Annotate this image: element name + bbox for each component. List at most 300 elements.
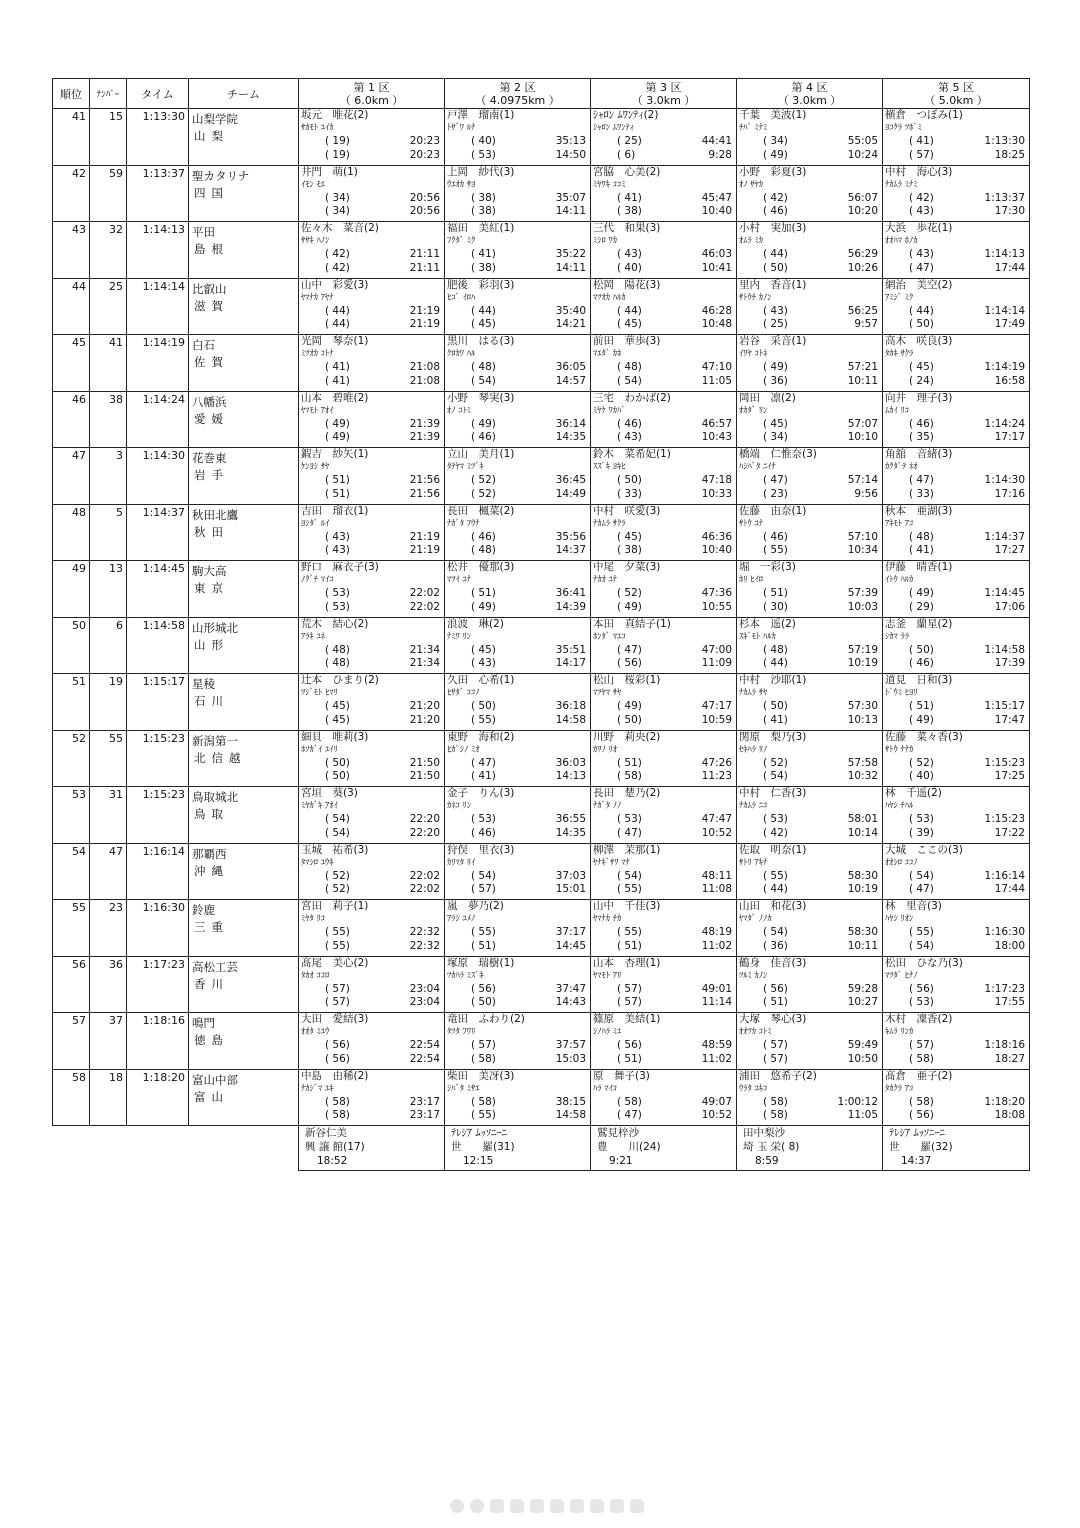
cumulative-rank: ( 51) [763,587,788,599]
best-team: 埼 玉 栄( 8) [743,1141,800,1153]
cumulative-line [447,418,590,432]
section-rank: ( 58) [617,770,642,782]
cumulative-time: 1:13:30 [984,135,1025,147]
runner-name: 上岡 紗代(3) [447,165,515,178]
cumulative-rank: ( 51) [325,474,350,486]
cumulative-time: 1:17:23 [984,982,1025,995]
runner-kana: ﾀﾂﾀ ﾌﾜﾘ [447,1027,476,1037]
header-row [53,79,1030,109]
runner-cell [883,504,1030,561]
section-rank: ( 40) [909,770,934,782]
time-cell: 1:17:23 [127,956,189,1013]
section-line [447,1053,590,1067]
runner-name: 松岡 陽花(3) [593,278,661,291]
runner-kana: ｻﾄｳ ﾅﾅｶ [885,744,914,755]
cumulative-line [593,361,736,375]
runner-kana: ﾊﾔｼ ﾘｵﾝ [885,914,914,924]
cumulative-rank: ( 49) [763,361,788,373]
runner-name: 光岡 琴奈(1) [301,335,369,347]
rank-cell: 53 [53,787,90,844]
cumulative-time: 22:54 [409,1039,440,1051]
runner-cell [445,900,591,957]
section-line [447,431,590,445]
section-time: 21:08 [409,374,440,387]
best-team: 世 羅(31) [451,1141,515,1153]
runner-name: 松田 ひな乃(3) [885,956,963,969]
section-line [593,1109,736,1123]
runner-kana: ﾏﾂｵｶ ﾊﾙｶ [593,292,626,303]
team-prefecture: 香川 [194,976,229,991]
runner-cell [737,165,883,222]
cumulative-rank: ( 48) [763,643,788,656]
cumulative-time: 56:07 [847,191,878,204]
cumulative-time: 37:03 [555,869,586,882]
cumulative-time: 49:07 [701,1095,732,1108]
runner-cell [737,1013,883,1070]
runner-kana: ｼｶﾏ ﾗﾗ [885,631,909,642]
cumulative-time: 47:36 [701,587,732,599]
runner-kana: ﾅｶﾑﾗ ﾆｺ [739,801,768,811]
runner-cell [299,278,445,335]
cumulative-rank: ( 48) [617,361,642,373]
section-line [447,827,590,841]
section-line [593,544,736,558]
team-cell [189,561,299,618]
cumulative-line [301,192,444,206]
runner-name: 髙倉 亜子(2) [885,1069,953,1082]
cumulative-rank: ( 58) [909,1095,934,1108]
section-line [885,827,1029,841]
cumulative-rank: ( 53) [471,813,496,825]
section-line [447,488,590,502]
runner-kana: ﾅｶﾞﾀ ﾌｳﾅ [447,518,480,529]
section-time: 14:50 [555,148,586,161]
time-cell: 1:14:30 [127,448,189,505]
section-time: 18:08 [994,1109,1025,1121]
section-time: 10:33 [701,487,732,500]
time-cell: 1:15:17 [127,674,189,731]
rank-cell: 54 [53,843,90,900]
team-name: 平田 [192,225,215,239]
section-time: 11:02 [701,1052,732,1065]
cumulative-line [301,474,444,488]
section-header [883,79,1030,109]
team-prefecture: 岩手 [194,468,229,482]
runner-cell [445,843,591,900]
cumulative-rank: ( 56) [763,982,788,995]
runner-kana: ﾉｸﾞﾁ ﾏｲｺ [301,575,334,585]
cumulative-line [447,305,590,319]
runner-kana: ﾅﾐﾜ ﾘﾝ [447,631,471,642]
section-rank: ( 45) [325,713,350,726]
runner-name: 林 千遥(2) [885,787,942,799]
section-line [301,940,444,954]
section-time: 17:39 [994,657,1025,669]
section-line [447,714,590,728]
team-name: 星稜 [192,677,215,691]
time-cell: 1:13:30 [127,109,189,166]
cumulative-rank: ( 25) [617,135,642,147]
section-time: 11:09 [701,657,732,669]
section-line [739,996,882,1010]
section-rank: ( 56) [909,1109,934,1121]
section-time: 21:20 [409,713,440,726]
cumulative-rank: ( 19) [325,135,350,147]
section-line [447,205,590,219]
cumulative-time: 23:17 [409,1095,440,1108]
table-row [53,1013,1030,1070]
cumulative-rank: ( 38) [471,191,496,204]
runner-kana: ﾏﾂﾀﾞ ﾋﾅﾉ [885,970,918,981]
section-line [739,205,882,219]
runner-name: 大塚 琴心(3) [739,1013,807,1025]
team-prefecture: 徳島 [194,1033,229,1047]
section-time: 11:02 [701,939,732,952]
runner-cell [883,1013,1030,1070]
section-time: 17:44 [994,883,1025,895]
runner-name: 向井 理子(3) [885,391,953,404]
cumulative-line [739,870,882,884]
section-time: 14:39 [555,600,586,613]
team-cell [189,1013,299,1070]
runner-kana: ｵﾉ ｺﾄﾐ [447,405,471,416]
cumulative-time: 1:00:12 [837,1095,878,1108]
section-rank: ( 51) [617,939,642,952]
cumulative-time: 36:41 [555,587,586,599]
runner-kana: ｱﾗｼ ﾕﾒﾉ [447,914,476,924]
runner-cell [883,222,1030,279]
runner-name: 戸澤 瑠南(1) [447,109,515,121]
section-line [739,1109,882,1123]
cumulative-line [301,813,444,827]
cumulative-time: 36:03 [555,756,586,769]
section-line [301,827,444,841]
runner-name: 山本 碧唯(2) [301,391,369,404]
runner-kana: ﾀﾏｼﾛ ﾕｳｷ [301,857,334,868]
runner-kana: ﾌｸﾀﾞ ﾐｸ [447,236,476,246]
cumulative-rank: ( 52) [471,474,496,486]
runner-cell [737,448,883,505]
best-runner: ﾃﾚｼｱ ﾑｯｿﾆｰﾆ [451,1127,507,1139]
best-team: 興 譲 館(17) [305,1141,365,1153]
section-rank: ( 54) [617,374,642,387]
cumulative-time: 35:13 [555,135,586,147]
team-prefecture: 三重 [194,920,229,934]
cumulative-rank: ( 44) [325,304,350,317]
runner-kana: ﾄｻﾞﾜ ﾙﾅ [447,123,476,133]
runner-kana: ﾏﾂｲ ﾕﾅ [447,575,471,585]
cumulative-rank: ( 43) [325,530,350,543]
section-rank: ( 46) [909,657,934,669]
bib-cell: 3 [90,448,127,505]
section-time: 10:41 [701,261,732,274]
section-line [593,996,736,1010]
section-time: 17:16 [994,487,1025,500]
runner-name: 橋端 仁惟奈(3) [739,448,817,460]
team-prefecture: 富山 [194,1089,229,1104]
cumulative-rank: ( 41) [325,361,350,373]
cumulative-line [593,1039,736,1053]
runner-name: 髙尾 美心(2) [301,956,369,969]
best-team: 世 羅(32) [889,1141,953,1153]
cumulative-time: 21:08 [409,361,440,373]
cumulative-time: 1:14:24 [984,417,1025,430]
runner-kana: ｻﾄｳ ﾕﾅ [739,518,763,529]
cumulative-rank: ( 55) [763,869,788,882]
runner-cell [445,674,591,731]
section-line [593,601,736,615]
runner-name: 道見 日和(3) [885,674,953,686]
section-header [445,79,591,109]
bib-cell: 18 [90,1069,127,1126]
section-line [593,883,736,897]
section-line [447,375,590,389]
section-distance: （ 5.0km ） [924,93,988,107]
section-rank: ( 55) [763,544,788,556]
section-line [593,940,736,954]
runner-cell [445,787,591,844]
runner-kana: ﾁﾊﾞ ﾐﾅﾐ [739,123,768,133]
cumulative-rank: ( 50) [617,474,642,486]
section-header [737,79,883,109]
table-row [53,956,1030,1013]
cumulative-rank: ( 58) [325,1095,350,1108]
section-line [739,375,882,389]
runner-kana: ｲﾓﾝ ﾓｴ [301,179,325,190]
cumulative-rank: ( 50) [471,700,496,712]
section-line [739,1053,882,1067]
cumulative-rank: ( 45) [471,643,496,656]
runner-cell [591,674,737,731]
cumulative-rank: ( 50) [325,756,350,769]
runner-kana: ｶﾘﾏﾀ ﾘｲ [447,857,476,868]
time-cell: 1:16:30 [127,900,189,957]
runner-kana: ｶｸﾀﾞﾃ ﾈｵ [885,462,918,472]
section-time: 17:25 [994,770,1025,782]
runner-cell [883,278,1030,335]
runner-name: 中村 仁香(3) [739,787,807,799]
runner-name: 佐々木 菜音(2) [301,222,379,234]
section-line [885,657,1029,671]
section-line [593,318,736,332]
runner-kana: ﾊﾔｼ ﾁﾊﾙ [885,801,914,811]
best-runner: 鷲見梓沙 [597,1127,639,1139]
rank-cell: 47 [53,448,90,505]
team-cell [189,222,299,279]
runner-name: 中村 咲愛(3) [593,504,661,517]
runner-cell [445,109,591,166]
runner-name: 川野 莉央(2) [593,730,661,743]
team-cell [189,504,299,561]
section-time: 10:19 [847,883,878,895]
section-best-row [53,1126,1030,1171]
cumulative-time: 48:11 [701,869,732,882]
runner-cell [591,617,737,674]
section-rank: ( 25) [763,318,788,330]
section-time: 11:08 [701,883,732,895]
section-time: 14:57 [555,374,586,387]
runner-name: 横倉 つぼみ(1) [885,109,963,121]
cumulative-time: 57:19 [847,643,878,656]
best-time: 14:37 [901,1155,932,1167]
runner-name: 千葉 美波(1) [739,109,807,121]
section-time: 17:27 [994,544,1025,556]
runner-cell [591,843,737,900]
table-row [53,561,1030,618]
cumulative-line [593,305,736,319]
runner-kana: ﾄﾞｳﾐ ﾋﾖﾘ [885,688,918,698]
runner-cell [591,448,737,505]
cumulative-rank: ( 46) [763,530,788,543]
cumulative-time: 1:15:23 [984,756,1025,769]
section-line [447,149,590,163]
cumulative-time: 47:18 [701,474,732,486]
runner-kana: ｱﾐｼﾞ ﾐｸ [885,292,914,303]
section-time: 17:55 [994,996,1025,1008]
section-time: 10:40 [701,544,732,556]
section-time: 9:56 [854,487,878,500]
section-time: 21:19 [409,318,440,330]
runner-kana: ｶﾈｺ ﾘﾝ [447,801,471,811]
cumulative-time: 49:01 [701,982,732,995]
cumulative-time: 1:14:13 [984,248,1025,260]
section-rank: ( 44) [325,318,350,330]
section-line [301,375,444,389]
section-time: 15:03 [555,1052,586,1065]
section-rank: ( 33) [909,487,934,500]
cumulative-time: 35:56 [555,530,586,543]
runner-name: 高木 咲良(3) [885,335,953,347]
cumulative-time: 1:15:23 [984,813,1025,825]
cumulative-line [593,135,736,149]
cumulative-line [739,474,882,488]
cumulative-time: 58:01 [847,813,878,825]
team-cell [189,730,299,787]
cumulative-line [593,531,736,545]
rank-cell: 42 [53,165,90,222]
bib-cell: 55 [90,730,127,787]
runner-name: 小村 実加(3) [739,222,807,234]
section-line [301,601,444,615]
cumulative-line [447,192,590,206]
section-line [739,601,882,615]
runner-cell [883,109,1030,166]
runner-name: 山中 千佳(3) [593,900,661,912]
cumulative-line [739,192,882,206]
runner-kana: ﾐｼﾛ ﾜｶ [593,236,617,246]
runner-kana: ﾎｿｶﾞｲ ﾕｲﾘ [301,744,338,755]
section-line [593,375,736,389]
section-line [447,883,590,897]
runner-name: 松井 優那(3) [447,561,515,573]
bib-cell: 59 [90,165,127,222]
runner-name: 長田 楚乃(2) [593,787,661,799]
cumulative-time: 21:34 [409,643,440,656]
section-time: 17:06 [994,600,1025,613]
section-line [885,883,1029,897]
cumulative-line [301,361,444,375]
bib-cell: 32 [90,222,127,279]
section-rank: ( 47) [909,883,934,895]
runner-name: 大城 ここの(3) [885,843,963,856]
team-prefecture: 秋田 [194,524,229,539]
runner-kana: ﾑｶｲ ﾘｺ [885,405,909,416]
cumulative-line [301,983,444,997]
section-time: 14:13 [555,770,586,782]
cumulative-line [885,305,1029,319]
cumulative-time: 36:05 [555,361,586,373]
section-line [301,318,444,332]
cumulative-line [447,926,590,940]
runner-kana: ﾀｶｷ ｻｸﾗ [885,349,914,359]
section-rank: ( 19) [325,148,350,161]
cumulative-line [301,870,444,884]
cumulative-rank: ( 44) [909,304,934,317]
cumulative-line [885,983,1029,997]
section-time: 17:22 [994,826,1025,839]
runner-name: 山本 杏理(1) [593,956,661,969]
section-time: 14:58 [555,1109,586,1121]
team-cell [189,335,299,392]
section-line [593,714,736,728]
runner-name: 嵐 夢乃(2) [447,900,504,912]
cumulative-rank: ( 52) [325,869,350,882]
runner-kana: ﾊﾗ ﾏｲｺ [593,1083,617,1094]
cumulative-rank: ( 51) [617,756,642,769]
cumulative-time: 38:15 [555,1095,586,1108]
section-rank: ( 58) [471,1052,496,1065]
runner-cell [445,448,591,505]
section-line [301,883,444,897]
cumulative-line [447,700,590,714]
runner-cell [591,1013,737,1070]
cumulative-line [885,474,1029,488]
cumulative-line [739,531,882,545]
results-body [53,109,1030,1126]
section-line [885,714,1029,728]
cumulative-line [593,813,736,827]
cumulative-rank: ( 55) [471,926,496,938]
runner-cell [299,391,445,448]
runner-cell [737,222,883,279]
section-time: 17:47 [994,713,1025,726]
section-line [739,883,882,897]
section-time: 11:05 [701,374,732,387]
section-line [885,318,1029,332]
section-line [301,996,444,1010]
cumulative-rank: ( 41) [909,135,934,147]
cumulative-line [447,135,590,149]
section-rank: ( 45) [617,318,642,330]
section-time: 22:54 [409,1052,440,1065]
best-runner: 新谷仁美 [305,1127,347,1139]
section-time: 17:30 [994,205,1025,217]
section-rank: ( 58) [325,1109,350,1121]
team-name: 花巻東 [192,451,227,465]
runner-name: 松山 桜彩(1) [593,674,661,686]
section-rank: ( 54) [325,826,350,839]
cumulative-time: 44:41 [701,135,732,147]
section-rank: ( 49) [909,713,934,726]
time-cell: 1:14:37 [127,504,189,561]
results-table [52,78,1030,1171]
runner-cell [299,617,445,674]
section-time: 10:13 [847,713,878,726]
runner-kana: ｲﾄｳ ﾊﾙｶ [885,575,914,585]
section-line [885,1053,1029,1067]
cumulative-time: 21:11 [409,248,440,260]
team-cell [189,391,299,448]
